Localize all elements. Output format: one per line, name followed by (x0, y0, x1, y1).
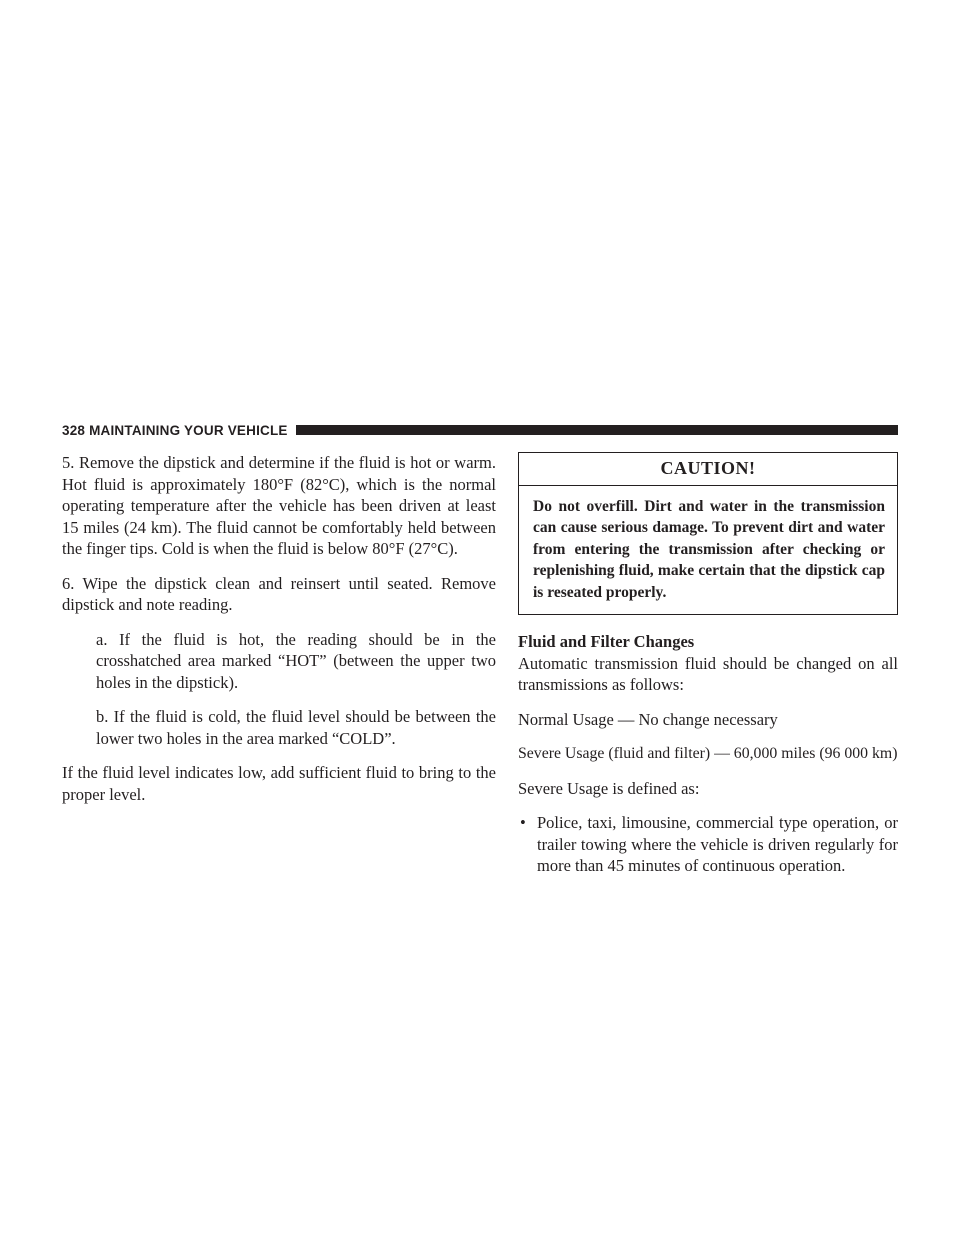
page-header (62, 421, 898, 439)
page-number-section-title: 328 MAINTAINING YOUR VEHICLE (62, 422, 288, 438)
list-item (518, 812, 898, 877)
step-6b-paragraph: b. If the fluid is cold, the fluid level should be between the lower two holes in the area marked “COLD”. (96, 707, 496, 748)
right-column (518, 452, 898, 877)
severe-usage-line: Severe Usage (fluid and filter) — 60,000 miles (96 000 km) (518, 745, 898, 762)
bullet-text: Police, taxi, limousine, commercial type operation, or trailer towing where the vehicle is driven regularly for more than 45 minutes of continuous operation. (537, 813, 898, 875)
step-6a-paragraph: a. If the fluid is hot, the reading should be in the crosshatched area marked “HOT” (between the upper two holes in the dipstick). (96, 629, 496, 692)
intro-paragraph: Automatic transmission fluid should be changed on all transmissions as follows: (518, 653, 898, 694)
normal-usage-line: Normal Usage — No change necessary (518, 709, 778, 729)
caution-body: Do not overfill. Dirt and water in the transmission can cause serious damage. To prevent dirt and water from entering the transmission after checking or replenishing fluid, make certain that the dipstick cap is reseated properly. (533, 497, 885, 601)
low-level-paragraph: If the fluid level indicates low, add sufficient fluid to bring to the proper level. (62, 763, 496, 804)
header-rule (296, 425, 898, 435)
caution-title: CAUTION! (519, 453, 897, 486)
caution-box (518, 452, 898, 615)
bullet-icon: • (520, 813, 526, 832)
step-6-paragraph: 6. Wipe the dipstick clean and reinsert until seated. Remove dipstick and note reading. (62, 573, 496, 614)
severe-defined-line: Severe Usage is defined as: (518, 778, 700, 798)
left-column (62, 452, 496, 818)
step-5-paragraph: 5. Remove the dipstick and determine if the fluid is hot or warm. Hot fluid is approximately 180°F (82°C), which is the normal operating temperature after the vehicle has been driven at least 15 miles (24 km). The fluid cannot be comfortably held between the finger tips. Cold is when the fluid is below 80°F (27°C). (62, 453, 496, 558)
section-heading: Fluid and Filter Changes (518, 632, 695, 651)
